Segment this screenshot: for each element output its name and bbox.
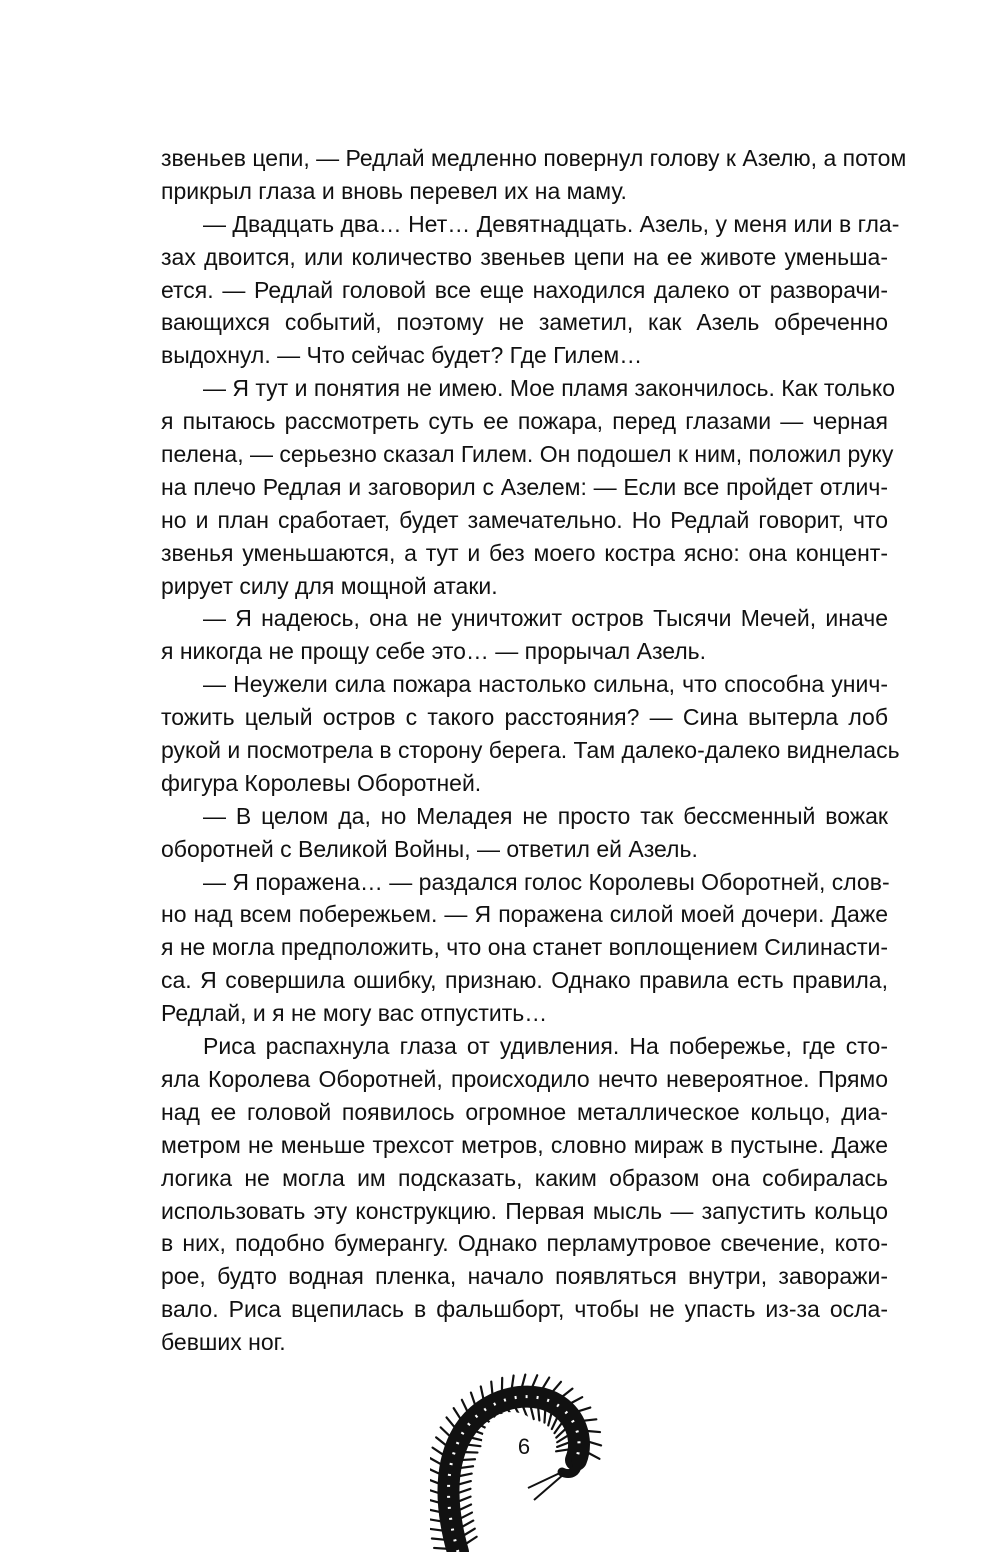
text-line: логика не могла им подсказать, каким образом она собиралась — [161, 1164, 888, 1191]
text-line: са. Я совершила ошибку, признаю. Однако правила есть правила, — [161, 967, 888, 994]
text-line: Риса распахнула глаза от удивления. На побережье, где сто- — [203, 1033, 888, 1060]
text-line: вало. Риса вцепилась в фальшборт, чтобы не упасть из-за осла- — [161, 1296, 888, 1323]
text-line: яла Королева Оборотней, происходило нечто невероятное. Прямо — [161, 1065, 888, 1092]
text-line: я не могла предположить, что она станет воплощением Силинасти- — [161, 934, 889, 961]
text-line: я пытаюсь рассмотреть суть ее пожара, перед глазами — черная — [161, 408, 888, 435]
page-number: 6 — [517, 1434, 531, 1459]
text-line: рирует силу для мощной атаки. — [161, 572, 498, 599]
text-line: рое, будто водная пленка, начало появляться внутри, заворажи- — [161, 1263, 888, 1290]
text-line: бевших ног. — [161, 1329, 286, 1356]
text-line: выдохнул. — Что сейчас будет? Где Гилем… — [161, 342, 643, 369]
text-line: но над всем побережьем. — Я поражена силой моей дочери. Даже — [161, 901, 888, 928]
text-line: — Я тут и понятия не имею. Мое пламя закончилось. Как только — [203, 375, 895, 402]
text-line: зах двоится, или количество звеньев цепи на ее животе уменьша- — [161, 243, 888, 270]
text-line: — Двадцать два… Нет… Девятнадцать. Азель, у меня или в гла- — [203, 210, 900, 237]
text-line: фигура Королевы Оборотней. — [161, 769, 482, 796]
text-line: в них, подобно бумерангу. Однако перламутровое свечение, кото- — [161, 1230, 888, 1257]
body-text — [161, 142, 907, 1359]
text-line: но и план сработает, будет замечательно. Но Редлай говорит, что — [161, 506, 888, 533]
text-line: вающихся событий, поэтому не заметил, как Азель обреченно — [161, 309, 888, 336]
text-line: прикрыл глаза и вновь перевел их на маму. — [161, 177, 627, 204]
text-line: звеньев цепи, — Редлай медленно повернул голову к Азелю, а потом — [161, 145, 907, 171]
text-line: пелена, — серьезно сказал Гилем. Он подошел к ним, положил руку — [161, 441, 894, 468]
text-line: звенья уменьшаются, а тут и без моего костра ясно: она концент- — [161, 539, 888, 566]
text-line: тожить целый остров с такого расстояния? — Сина вытерла лоб — [161, 704, 888, 731]
text-line: метром не меньше трехсот метров, словно мираж в пустыне. Даже — [161, 1131, 888, 1158]
text-line: — В целом да, но Меладея не просто так бессменный вожак — [203, 802, 888, 829]
text-line: я никогда не прощу себе это… — прорычал Азель. — [161, 638, 707, 665]
text-line: рукой и посмотрела в сторону берега. Там далеко-далеко виднелась — [161, 737, 900, 764]
text-line: Редлай, и я не могу вас отпустить… — [161, 1000, 548, 1027]
text-line: ется. — Редлай головой все еще находился далеко от разворачи- — [161, 276, 888, 303]
text-line: — Неужели сила пожара настолько сильна, что способна унич- — [203, 671, 888, 698]
text-line: — Я поражена… — раздался голос Королевы Оборотней, слов- — [203, 868, 890, 895]
text-line: на плечо Редлая и заговорил с Азелем: — Если все пройдет отлич- — [161, 473, 888, 500]
text-line: использовать эту конструкцию. Первая мысль — запустить кольцо — [161, 1197, 888, 1224]
text-line: оборотней с Великой Войны, — ответил ей Азель. — [161, 835, 698, 862]
text-line: над ее головой появилось огромное металлическое кольцо, диа- — [161, 1098, 888, 1125]
text-line: — Я надеюсь, она не уничтожит остров Тысячи Мечей, иначе — [203, 605, 888, 632]
